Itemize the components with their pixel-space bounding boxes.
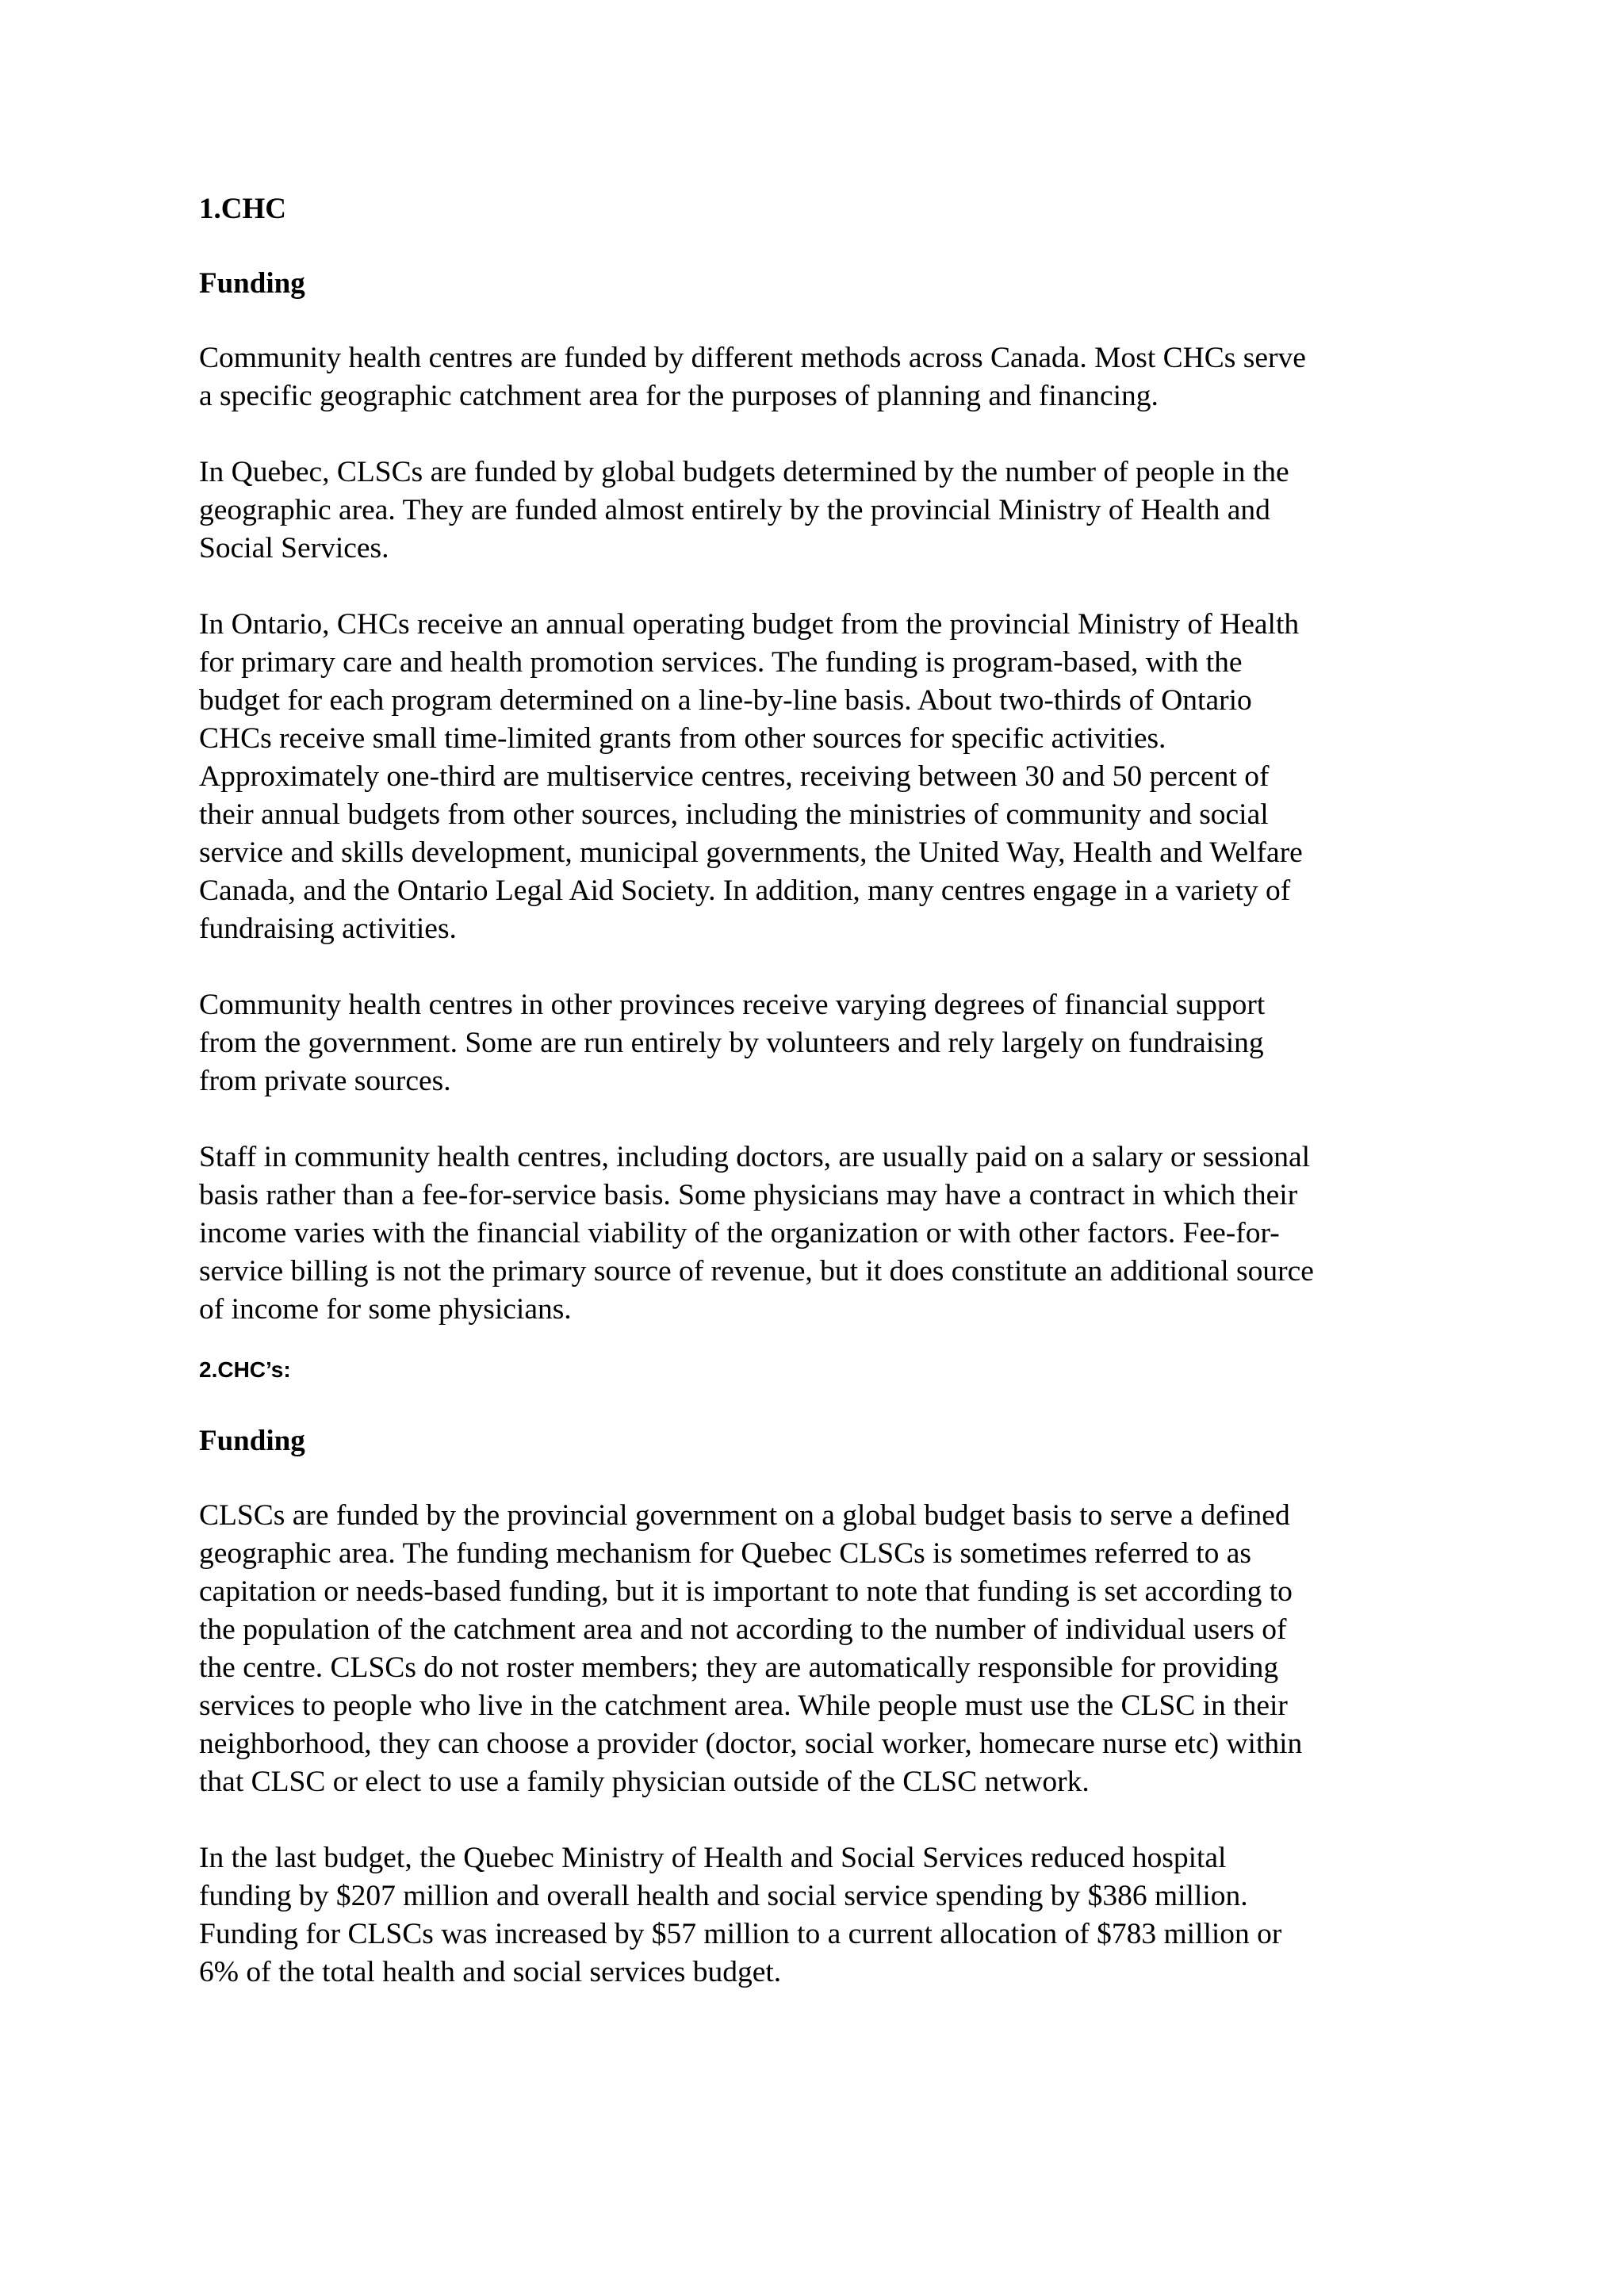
text-line: Community health centres are funded by different methods across Canada. Most CHCs serve (199, 342, 1306, 374)
section-2-paragraph-1 (199, 1497, 1436, 1801)
section-2-paragraph-2 (199, 1839, 1436, 1992)
text-line: of income for some physicians. (199, 1293, 572, 1326)
section-1-paragraph-5 (199, 1138, 1436, 1329)
text-line: neighborhood, they can choose a provider (doctor, social worker, homecare nurse etc) within (199, 1728, 1303, 1760)
document-page (199, 190, 1436, 2030)
text-line: basis rather than a fee-for-service basis. Some physicians may have a contract in which their (199, 1179, 1298, 1211)
text-line: services to people who live in the catchment area. While people must use the CLSC in their (199, 1689, 1288, 1722)
text-line: service and skills development, municipal governments, the United Way, Health and Welfare (199, 836, 1303, 869)
text-line: capitation or needs-based funding, but it is important to note that funding is set according to (199, 1575, 1293, 1608)
section-1-heading: 1.CHC (199, 193, 286, 225)
text-line: from private sources. (199, 1065, 451, 1097)
section-1-paragraph-2 (199, 453, 1436, 568)
text-line: fundraising activities. (199, 913, 457, 945)
section-1-paragraph-3 (199, 606, 1436, 948)
text-line: CLSCs are funded by the provincial government on a global budget basis to serve a defined (199, 1499, 1290, 1532)
text-line: the population of the catchment area and not according to the number of individual users of (199, 1613, 1287, 1646)
text-line: geographic area. The funding mechanism for Quebec CLSCs is sometimes referred to as (199, 1537, 1252, 1570)
text-line: for primary care and health promotion services. The funding is program-based, with the (199, 646, 1243, 679)
text-line: Funding for CLSCs was increased by $57 million to a current allocation of $783 million or (199, 1918, 1282, 1950)
text-line: that CLSC or elect to use a family physician outside of the CLSC network. (199, 1766, 1090, 1798)
text-line: geographic area. They are funded almost entirely by the provincial Ministry of Health and (199, 494, 1270, 526)
section-2-heading: 2.CHC’s: (199, 1357, 291, 1382)
section-2-subheading: Funding (199, 1425, 305, 1457)
text-line: from the government. Some are run entirely by volunteers and rely largely on fundraising (199, 1027, 1264, 1059)
text-line: service billing is not the primary source of revenue, but it does constitute an additional source (199, 1255, 1314, 1288)
text-line: a specific geographic catchment area for the purposes of planning and financing. (199, 380, 1159, 412)
text-line: In Ontario, CHCs receive an annual operating budget from the provincial Ministry of Health (199, 608, 1300, 641)
text-line: the centre. CLSCs do not roster members; they are automatically responsible for providing (199, 1651, 1279, 1684)
text-line: CHCs receive small time-limited grants from other sources for specific activities. (199, 722, 1166, 755)
text-line: budget for each program determined on a line-by-line basis. About two-thirds of Ontario (199, 684, 1252, 717)
text-line: In the last budget, the Quebec Ministry of Health and Social Services reduced hospital (199, 1842, 1227, 1874)
section-1-subheading: Funding (199, 267, 305, 300)
section-1-paragraph-1 (199, 339, 1436, 415)
text-line: Staff in community health centres, including doctors, are usually paid on a salary or sessional (199, 1141, 1311, 1173)
text-line: Approximately one-third are multiservice centres, receiving between 30 and 50 percent of (199, 760, 1270, 793)
text-line: In Quebec, CLSCs are funded by global budgets determined by the number of people in the (199, 456, 1289, 488)
text-line: funding by $207 million and overall health and social service spending by $386 million. (199, 1880, 1248, 1912)
text-line: Community health centres in other provinces receive varying degrees of financial support (199, 989, 1266, 1021)
text-line: income varies with the financial viability of the organization or with other factors. Fee-for- (199, 1217, 1280, 1249)
text-line: their annual budgets from other sources, including the ministries of community and social (199, 798, 1269, 831)
text-line: Canada, and the Ontario Legal Aid Society. In addition, many centres engage in a variety of (199, 874, 1291, 907)
text-line: Social Services. (199, 532, 389, 564)
section-1-paragraph-4 (199, 986, 1436, 1100)
text-line: 6% of the total health and social services budget. (199, 1956, 782, 1988)
